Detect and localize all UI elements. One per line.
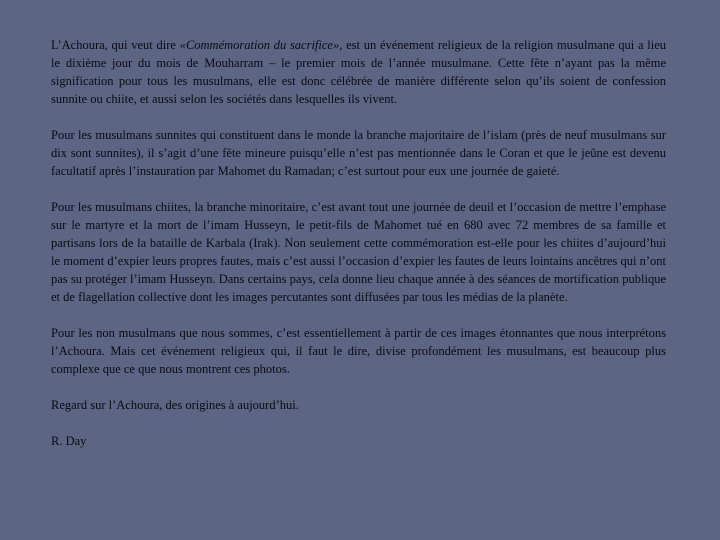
paragraph-intro (51, 36, 666, 108)
paragraph-sunnites: Pour les musulmans sunnites qui constituent dans le monde la branche majoritaire de l’islam (près de neuf musulmans sur dix sont sunnites), il s’agit d’une fête mineure puisqu’elle n’est pas mentionnée dans le Coran et que le jeûne est devenu facultatif après l’instauration par Mahomet du Ramadan; c’est surtout pour eux une journée de gaieté. (51, 128, 666, 178)
paragraph-chiites: Pour les musulmans chiites, la branche minoritaire, c’est avant tout une journée de deuil et l’occasion de mettre l’emphase sur le martyre et la mort de l’imam Husseyn, le petit-fils de Mahomet tué en 680 avec 72 membres de sa famille et partisans lors de la bataille de Karbala (Irak). Non seulement cette commémoration est-elle pour les chiites d’aujourd’hui le moment d’expier leurs propres fautes, mais c’est aussi l’occasion d’expier les fautes de leurs lointains ancêtres qui n’ont pas su protéger l’imam Husseyn. Dans certains pays, cela donne lieu chaque année à des séances de mortification publique et de flagellation collective dont les images percutantes sont diffusées par tous les médias de la planète. (51, 200, 666, 304)
intro-text-start: L’Achoura, qui veut dire (51, 38, 180, 52)
signature: R. Day (51, 434, 87, 448)
intro-emphasis: «Commémoration du sacrifice», (179, 38, 343, 52)
paragraph-regard: Regard sur l’Achoura, des origines à aujourd’hui. (51, 398, 299, 412)
document-body (51, 36, 666, 450)
paragraph-non-musulmans: Pour les non musulmans que nous sommes, c’est essentiellement à partir de ces images étonnantes que nous interprétons l’Achoura. Mais cet événement religieux qui, il faut le dire, divise profondément les musulmans, est beaucoup plus complexe que ce que nous montrent ces photos. (51, 326, 666, 376)
intro-text-end: est un événement religieux de la religion musulmane qui a lieu le dixième jour du mois de Mouharram – le premier mois de l’année musulmane. Cette fête n’ayant pas la même signification pour tous les musulmans, elle est donc célébrée de manière différente selon qu’ils soient de confession sunnite ou chiite, et aussi selon les sociétés dans lesquelles ils vivent. (51, 38, 666, 106)
